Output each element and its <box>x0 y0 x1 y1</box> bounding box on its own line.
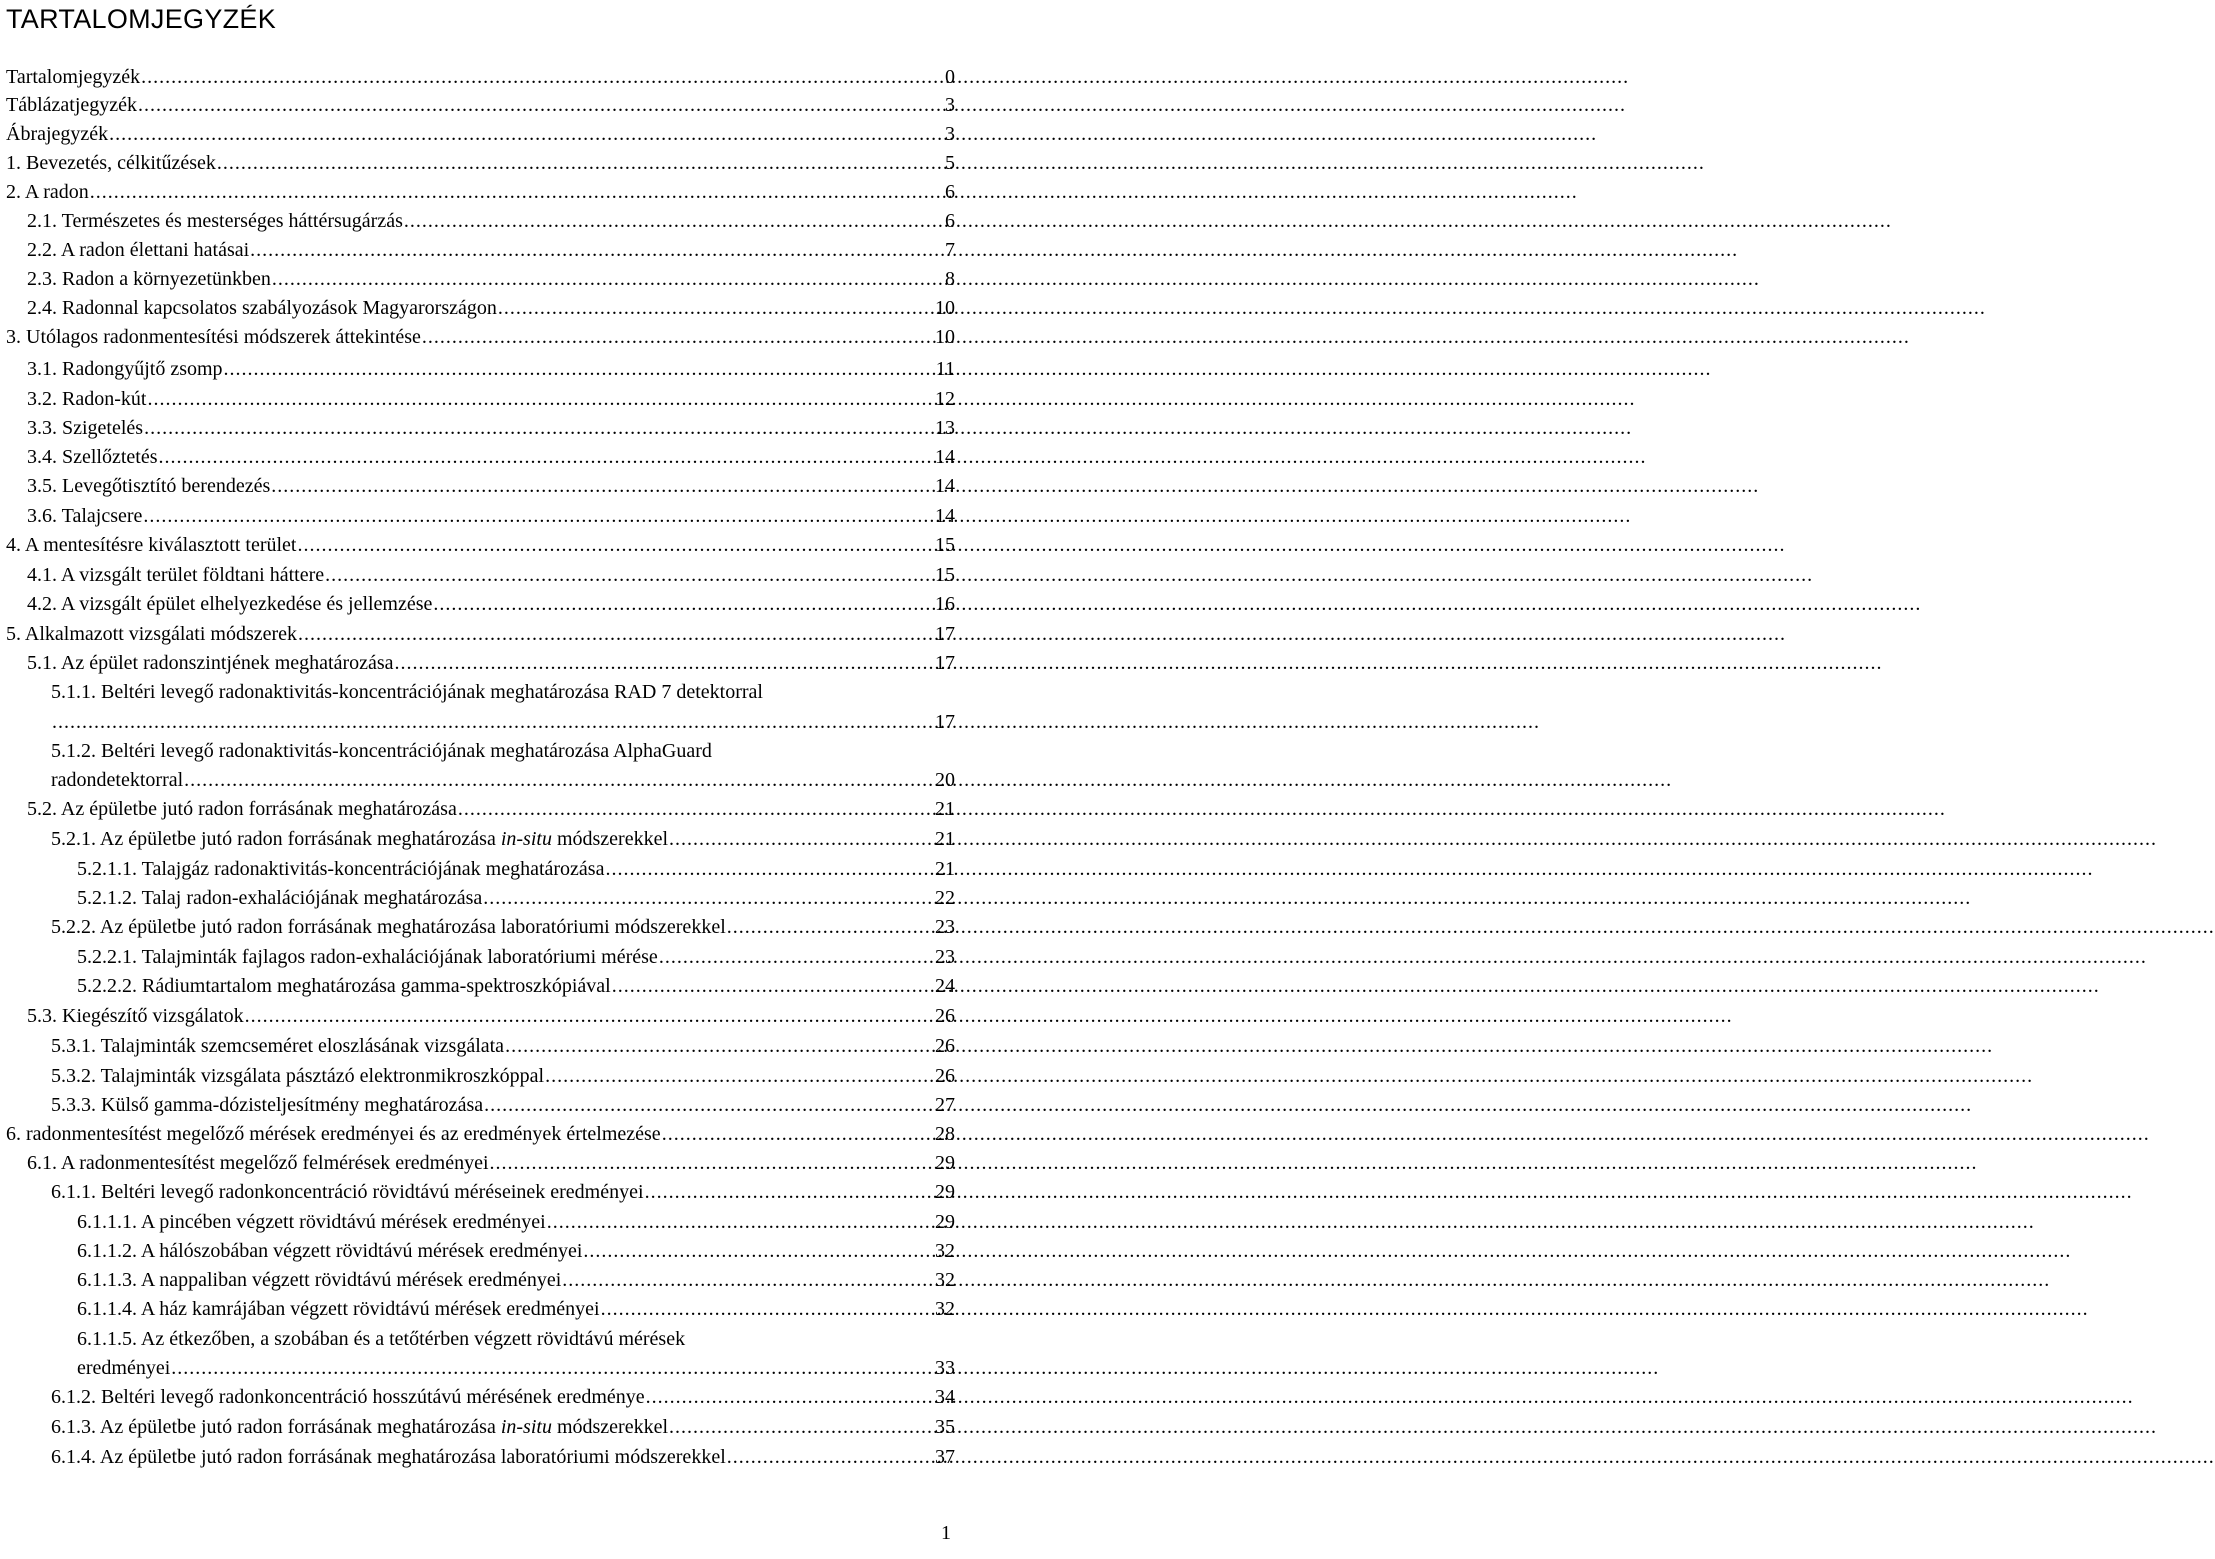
toc-dot-leader <box>658 943 934 972</box>
toc-dot-leader <box>432 590 934 619</box>
toc-entry-page: 35 <box>935 1416 955 1438</box>
toc-entry-title: 3. Utólagos radonmentesítési módszerek áttekintése <box>6 326 421 348</box>
toc-entry[interactable] <box>27 265 955 294</box>
toc-entry-title: Ábrajegyzék <box>6 123 109 145</box>
toc-dot-leader <box>146 385 934 414</box>
toc-entry-page: 32 <box>935 1240 955 1262</box>
toc-dot-leader <box>249 236 944 265</box>
toc-entry-title: 3.3. Szigetelés <box>27 417 144 439</box>
toc-entry[interactable] <box>6 63 955 92</box>
toc-entry[interactable] <box>77 855 955 884</box>
toc-entry-page: 29 <box>935 1152 955 1174</box>
toc-entry[interactable] <box>6 120 955 149</box>
toc-entry-title: 5. Alkalmazott vizsgálati módszerek <box>6 623 298 645</box>
toc-dot-leader <box>544 1062 934 1091</box>
toc-entry[interactable] <box>77 972 955 1001</box>
toc-entry[interactable] <box>77 884 955 913</box>
toc-entry-page: 7 <box>945 239 955 261</box>
toc-entry-page: 3 <box>945 94 955 116</box>
toc-entry-title: 2. A radon <box>6 181 89 203</box>
toc-entry-title: 5.2.1. Az épületbe jutó radon forrásának meghatározása in-situ módszerekkel <box>51 828 669 850</box>
toc-entry[interactable] <box>27 207 955 236</box>
toc-entry[interactable] <box>51 913 955 942</box>
toc-dot-leader <box>600 1295 934 1324</box>
toc-entry-title: 3.1. Radongyűjtő zsomp <box>27 358 223 380</box>
toc-entry[interactable] <box>27 355 955 384</box>
toc-dot-leader <box>561 1266 934 1295</box>
toc-dot-leader <box>170 1354 934 1383</box>
toc-entry-page: 34 <box>935 1386 955 1408</box>
toc-dot-leader <box>403 207 944 236</box>
toc-entry[interactable] <box>27 414 955 443</box>
toc-entry[interactable] <box>51 1062 955 1091</box>
toc-entry[interactable] <box>27 443 955 472</box>
toc-dot-leader <box>216 149 944 178</box>
toc-entry[interactable] <box>51 737 955 766</box>
toc-entry-page: 21 <box>935 798 955 820</box>
toc-entry[interactable] <box>51 825 955 854</box>
toc-dot-leader <box>489 1149 934 1178</box>
toc-dot-leader <box>143 414 934 443</box>
toc-entry-page: 29 <box>935 1181 955 1203</box>
toc-entry[interactable] <box>27 502 955 531</box>
toc-dot-leader <box>142 502 934 531</box>
toc-entry-page: 29 <box>935 1211 955 1233</box>
toc-entry-page: 26 <box>935 1005 955 1027</box>
toc-entry-title: 6. radonmentesítést megelőző mérések eredményei és az eredmények értelmezése <box>6 1123 661 1145</box>
page-number: 1 <box>941 1522 951 1544</box>
toc-entry[interactable] <box>6 1120 955 1149</box>
toc-entry[interactable] <box>6 531 955 560</box>
toc-entry-page: 13 <box>935 417 955 439</box>
toc-dot-leader <box>296 531 934 560</box>
toc-entry-page: 23 <box>935 916 955 938</box>
toc-entry-title: Tartalomjegyzék <box>6 66 141 88</box>
toc-dot-leader <box>421 323 934 352</box>
toc-dot-leader <box>51 708 934 737</box>
toc-dot-leader <box>645 1383 934 1412</box>
toc-dot-leader <box>270 472 934 501</box>
toc-entry-page: 8 <box>945 268 955 290</box>
toc-entry[interactable] <box>27 590 955 619</box>
toc-entry-title: 5.3.2. Talajminták vizsgálata pásztázó elektronmikroszkóppal <box>51 1065 545 1087</box>
toc-entry[interactable] <box>6 91 955 120</box>
toc-entry-title: 5.2.2.2. Rádiumtartalom meghatározása gamma-spektroszkópiával <box>77 975 611 997</box>
toc-entry[interactable] <box>6 620 955 649</box>
toc-entry-page: 14 <box>935 475 955 497</box>
toc-entry-title: 5.1. Az épület radonszintjének meghatározása <box>27 652 394 674</box>
toc-entry[interactable] <box>6 178 955 207</box>
toc-entry-title: 2.4. Radonnal kapcsolatos szabályozások Magyarországon <box>27 297 497 319</box>
toc-dot-leader <box>394 649 934 678</box>
toc-dot-leader <box>271 265 944 294</box>
toc-dot-leader <box>644 1178 934 1207</box>
toc-entry-page: 32 <box>935 1269 955 1291</box>
toc-entry-page: 14 <box>935 505 955 527</box>
toc-dot-leader <box>546 1208 934 1237</box>
toc-dot-leader <box>158 443 934 472</box>
toc-entry-title: 2.1. Természetes és mesterséges háttérsugárzás <box>27 210 403 232</box>
toc-entry-page: 12 <box>935 388 955 410</box>
toc-entry-page: 26 <box>935 1035 955 1057</box>
toc-entry-title-continued: radondetektorral <box>51 769 184 791</box>
toc-dot-leader <box>108 120 944 149</box>
table-of-contents <box>0 0 960 1559</box>
toc-entry[interactable] <box>51 1413 955 1442</box>
toc-entry-title: 5.2.1.2. Talaj radon-exhalációjának meghatározása <box>77 887 483 909</box>
toc-entry-title: 5.3.1. Talajminták szemcseméret eloszlásának vizsgálata <box>51 1035 505 1057</box>
toc-entry-title-continued: eredményei <box>77 1357 171 1379</box>
toc-entry-title: 4. A mentesítésre kiválasztott terület <box>6 534 297 556</box>
toc-dot-leader <box>457 795 934 824</box>
toc-entry[interactable] <box>51 1032 955 1061</box>
toc-entry[interactable] <box>27 561 955 590</box>
toc-entry-title: 5.1.1. Beltéri levegő radonaktivitás-koncentrációjának meghatározása RAD 7 detektorral <box>51 681 763 703</box>
toc-entry-title: 5.2.2.1. Talajminták fajlagos radon-exhalációjának laboratóriumi mérése <box>77 946 658 968</box>
toc-entry-page: 23 <box>935 946 955 968</box>
toc-entry[interactable] <box>27 1149 955 1178</box>
toc-entry-title: 6.1.1.4. A ház kamrájában végzett rövidtávú mérések eredményei <box>77 1298 600 1320</box>
toc-dot-leader <box>582 1237 934 1266</box>
toc-entry[interactable] <box>77 1266 955 1295</box>
toc-entry-page: 6 <box>945 210 955 232</box>
toc-dot-leader <box>497 294 934 323</box>
toc-entry-page: 15 <box>935 564 955 586</box>
toc-entry-title: 6.1.1.2. A hálószobában végzett rövidtávú mérések eredményei <box>77 1240 583 1262</box>
toc-dot-leader <box>726 1443 934 1472</box>
toc-entry-page: 16 <box>935 593 955 615</box>
toc-entry-page: 17 <box>935 652 955 674</box>
toc-entry[interactable] <box>27 236 955 265</box>
toc-dot-leader <box>668 1413 934 1442</box>
toc-dot-leader <box>504 1032 934 1061</box>
toc-entry[interactable] <box>27 472 955 501</box>
toc-entry-title: 6.1. A radonmentesítést megelőző felmérések eredményei <box>27 1152 489 1174</box>
toc-entry-page: 32 <box>935 1298 955 1320</box>
toc-entry[interactable] <box>6 323 955 352</box>
toc-entry-page: 28 <box>935 1123 955 1145</box>
toc-entry-page: 6 <box>945 181 955 203</box>
toc-entry-title: 5.3.3. Külső gamma-dózisteljesítmény meghatározása <box>51 1094 484 1116</box>
document-page <box>0 0 960 1559</box>
toc-entry[interactable] <box>77 1237 955 1266</box>
toc-entry-page: 21 <box>935 858 955 880</box>
toc-entry-title: 6.1.1.3. A nappaliban végzett rövidtávú mérések eredményei <box>77 1269 562 1291</box>
toc-entry-page: 22 <box>935 887 955 909</box>
toc-entry-title: 5.2.1.1. Talajgáz radonaktivitás-koncentrációjának meghatározása <box>77 858 605 880</box>
toc-entry-page: 20 <box>935 769 955 791</box>
toc-entry-title: 6.1.2. Beltéri levegő radonkoncentráció hosszútávú mérésének eredménye <box>51 1386 645 1408</box>
toc-entry[interactable] <box>51 708 955 737</box>
toc-entry-title: 2.2. A radon élettani hatásai <box>27 239 250 261</box>
toc-entry[interactable] <box>51 1178 955 1207</box>
toc-entry-title: Táblázatjegyzék <box>6 94 138 116</box>
toc-entry-title: 6.1.4. Az épületbe jutó radon forrásának meghatározása laboratóriumi módszerekkel <box>51 1446 726 1468</box>
toc-entry[interactable] <box>77 1354 955 1383</box>
toc-entry-title: 3.6. Talajcsere <box>27 505 143 527</box>
toc-entry-title: 5.2.2. Az épületbe jutó radon forrásának meghatározása laboratóriumi módszerekkel <box>51 916 726 938</box>
toc-entry[interactable] <box>6 149 955 178</box>
toc-entry-page: 3 <box>945 123 955 145</box>
toc-heading: TARTALOMJEGYZÉK <box>6 4 277 34</box>
toc-dot-leader <box>604 855 934 884</box>
toc-dot-leader <box>661 1120 934 1149</box>
toc-entry[interactable] <box>27 649 955 678</box>
toc-entry-title: 6.1.1.1. A pincében végzett rövidtávú mérések eredményei <box>77 1211 546 1233</box>
toc-entry[interactable] <box>27 385 955 414</box>
toc-entry-title: 3.2. Radon-kút <box>27 388 147 410</box>
toc-entry-title: 4.2. A vizsgált épület elhelyezkedése és jellemzése <box>27 593 433 615</box>
toc-entry-page: 14 <box>935 446 955 468</box>
toc-entry-title: 6.1.3. Az épületbe jutó radon forrásának meghatározása in-situ módszerekkel <box>51 1416 669 1438</box>
toc-dot-leader <box>482 884 934 913</box>
toc-entry[interactable] <box>27 294 955 323</box>
toc-entry[interactable] <box>77 1325 955 1354</box>
toc-entry-title: 6.1.1. Beltéri levegő radonkoncentráció rövidtávú méréseinek eredményei <box>51 1181 644 1203</box>
toc-entry-page: 17 <box>935 623 955 645</box>
toc-entry-page: 11 <box>935 358 955 380</box>
toc-entry-page: 21 <box>935 828 955 850</box>
toc-entry[interactable] <box>51 1443 955 1472</box>
toc-entry-title: 5.2. Az épületbe jutó radon forrásának meghatározása <box>27 798 457 820</box>
toc-entry-title: 3.4. Szellőztetés <box>27 446 158 468</box>
toc-dot-leader <box>89 178 944 207</box>
toc-dot-leader <box>297 620 934 649</box>
toc-entry[interactable] <box>51 766 955 795</box>
toc-entry-title: 2.3. Radon a környezetünkben <box>27 268 271 290</box>
toc-dot-leader <box>668 825 934 854</box>
toc-entry-title: 5.1.2. Beltéri levegő radonaktivitás-koncentrációjának meghatározása AlphaGuard <box>51 740 712 762</box>
toc-entry[interactable] <box>27 795 955 824</box>
toc-dot-leader <box>726 913 934 942</box>
toc-entry-page: 33 <box>935 1357 955 1379</box>
toc-entry-page: 27 <box>935 1094 955 1116</box>
toc-entry-page: 17 <box>935 711 955 733</box>
toc-entry[interactable] <box>51 1383 955 1412</box>
toc-dot-leader <box>137 91 944 120</box>
toc-entry-title: 1. Bevezetés, célkitűzések <box>6 152 216 174</box>
toc-entry-page: 5 <box>945 152 955 174</box>
toc-entry-page: 24 <box>935 975 955 997</box>
toc-dot-leader <box>324 561 934 590</box>
toc-entry-page: 26 <box>935 1065 955 1087</box>
toc-entry[interactable] <box>77 1295 955 1324</box>
toc-entry[interactable] <box>77 1208 955 1237</box>
toc-entry-page: 15 <box>935 534 955 556</box>
toc-entry-page: 37 <box>935 1446 955 1468</box>
toc-entry-page: 10 <box>935 326 955 348</box>
toc-dot-leader <box>483 1091 934 1120</box>
toc-entry-title: 5.3. Kiegészítő vizsgálatok <box>27 1005 244 1027</box>
toc-entry[interactable] <box>51 678 955 707</box>
toc-dot-leader <box>140 63 944 92</box>
toc-entry[interactable] <box>27 1002 955 1031</box>
toc-entry-page: 0 <box>945 66 955 88</box>
toc-dot-leader <box>223 355 935 384</box>
toc-entry[interactable] <box>51 1091 955 1120</box>
toc-entry-title: 3.5. Levegőtisztító berendezés <box>27 475 271 497</box>
toc-entry[interactable] <box>77 943 955 972</box>
toc-dot-leader <box>244 1002 934 1031</box>
toc-entry-page: 10 <box>935 297 955 319</box>
toc-dot-leader <box>183 766 934 795</box>
toc-entry-title: 6.1.1.5. Az étkezőben, a szobában és a tetőtérben végzett rövidtávú mérések <box>77 1328 686 1350</box>
toc-dot-leader <box>611 972 934 1001</box>
toc-entry-title: 4.1. A vizsgált terület földtani háttere <box>27 564 325 586</box>
